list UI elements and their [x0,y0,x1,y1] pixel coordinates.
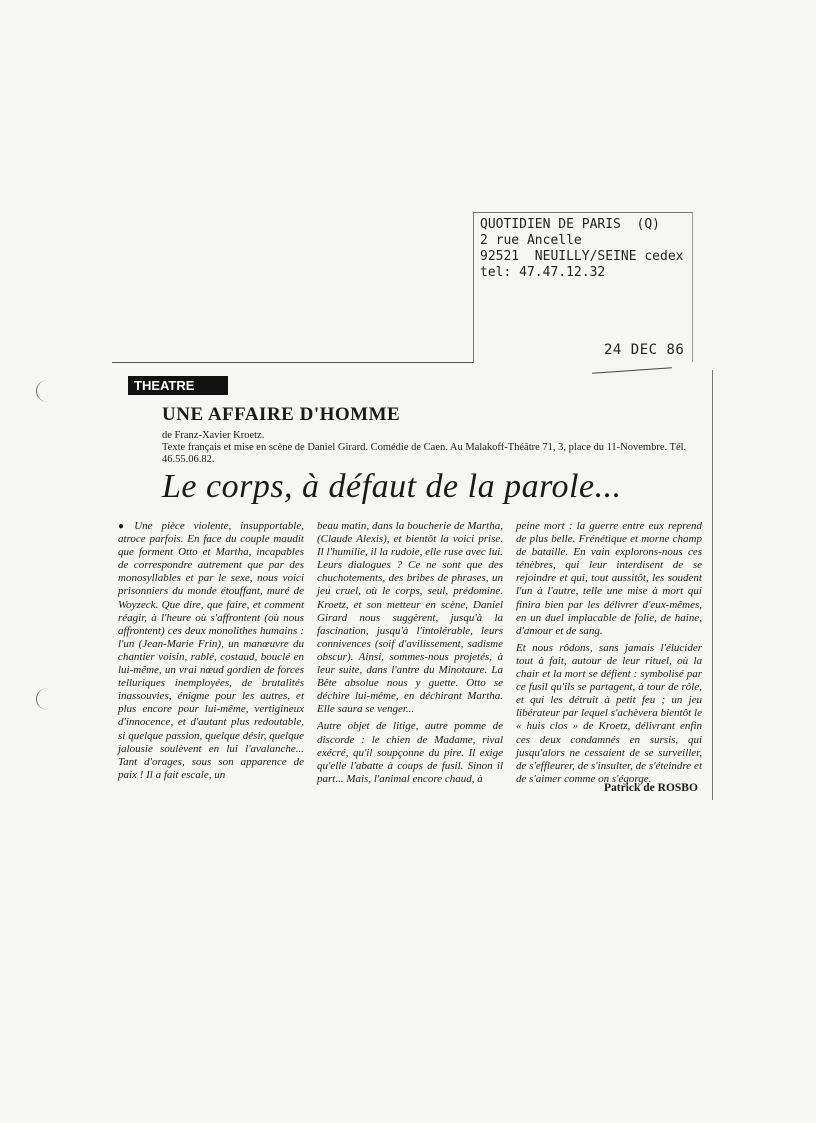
pen-mark [592,367,672,374]
play-credits [162,430,710,466]
section-label: THEATRE [128,376,228,395]
paragraph: Autre objet de litige, autre pomme de discorde : le chien de Madame, rival exécré, qu'il soupçonne du pire. Il exige qu'elle l'abatte à coups de fusil. Sinon il part... Mais, l'animal encore chaud, à [317,720,503,785]
paragraph: peine mort : la guerre entre eux reprend de plus belle. Frénétique et morne champ de bataille. En vain explorons-nous ces ténèbres, qui leur interdisent de se rejoindre et qui, tout aussitôt, les soudent l'un à l'autre, telle une mise à mort qui finira bien par les délivrer d'eux-mêmes, en un duel implacable de folie, de haine, d'amour et de sang. [516,520,702,637]
article-column-3 [516,520,702,790]
punch-hole-mark [36,688,59,710]
paragraph: Et nous rôdons, sans jamais l'élucider tout à fait, autour de leur rituel, où la chair et la mort se défient : symbolisé par ce fusil qu'ils se partagent, à tour de rôle, et qui les détruit à petit feu ; un jeu libérateur par lequel s'achèvera bientôt le « huis clos » de Kroetz, délivrant enfin ces deux condamnés en sursis, qui jusqu'alors ne cessaient de se surveiller, de s'effleurer, de s'insulter, de s'éteindre et de s'aimer comme on s'égorge. [516,641,702,785]
press-clipping-stamp [473,212,693,362]
clipping-edge-right [712,370,713,800]
play-title: UNE AFFAIRE D'HOMME [162,404,401,425]
paragraph-text: Une pièce violente, insupportable, atroce parfois. En face du couple maudit que forment Otto et Martha, incapables de correspondre autrement que par des monosyllables et par le sexe, nous voici prisonniers du monde étouffant, muré de Woyzeck. Que dire, que faire, et comment réagir, à l'heure où s'affrontent (où nous affrontent) ces deux monolithes humains : l'un (Jean-Marie Frin), un manœuvre du chantier voisin, rablé, costaud, bouclé en lui-même, un vrai nœud gordien de forces telluriques inemployées, de brutalités inassouvies, énigme pour les autres, et plus encore pour lui-même, vertigineux d'innocence, et d'autant plus redoutable, si quelque passion, quelque désir, quelque jalousie soulèvent en lui l'avalanche... Tant d'orages, sous son apparence de paix ! Il a fait escale, un [118,520,304,781]
punch-hole-mark [36,380,59,402]
article-headline: Le corps, à défaut de la parole... [162,468,622,505]
stamp-date: 24 DEC 86 [604,342,685,358]
article-column-2 [317,520,503,790]
stamp-line-publication: QUOTIDIEN DE PARIS (Q) [480,217,661,232]
bullet-icon: ● [118,521,131,532]
stamp-line-city: 92521 NEUILLY/SEINE cedex [480,249,684,264]
stamp-line-phone: tel: 47.47.12.32 [480,265,606,280]
paragraph: beau matin, dans la boucherie de Martha, (Claude Alexis), et bientôt la voici prise. Il l'humilie, il la rudoie, elle ruse avec lui. Leurs dialogues ? Ce ne sont que des chuchotements, des bribes de phrases, un jeu cruel, où le corps, seul, prédomine. Kroetz, et son metteur en scène, Daniel Girard nous suggèrent, jusqu'à la fascination, jusqu'à l'intolérable, leurs connivences (soif d'avilissement, sadisme obscur). Ainsi, sommes-nous projetés, à leur suite, dans l'antre du Minotaure. La Bête absolue nous y guette. Otto se déchire lui-même, en déchirant Martha. Elle saura se venger... [317,520,503,716]
paragraph [118,520,304,782]
article-column-1 [118,520,304,786]
stamp-line-street: 2 rue Ancelle [480,233,582,248]
author-signature: Patrick de ROSBO [604,782,698,794]
credits-text: de Franz-Xavier Kroetz. Texte français et mise en scène de Daniel Girard. Comédie de Caen. Au Malakoff-Théâtre 71, 3, place du 11-Novembre. Tél. 46.55.06.82. [162,430,687,465]
clipping-edge-top [112,362,474,363]
